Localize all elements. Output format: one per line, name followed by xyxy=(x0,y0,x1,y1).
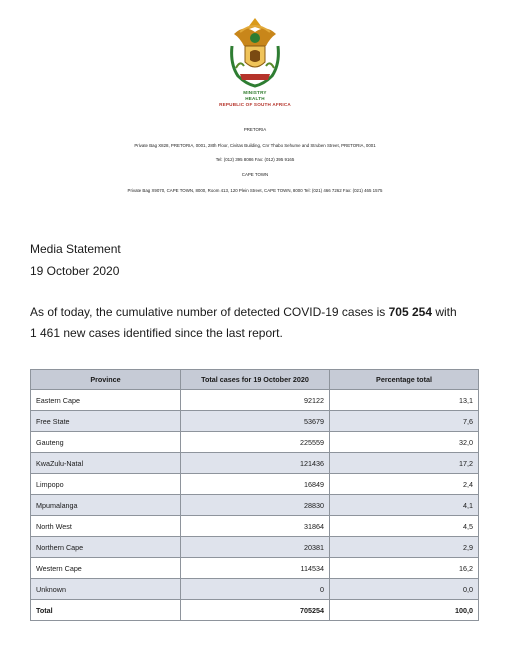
percentage-cell: 0,0 xyxy=(330,579,479,600)
cases-cell: 31864 xyxy=(181,516,330,537)
paragraph-text: As of today, the cumulative number of detected COVID-19 cases is xyxy=(30,305,389,319)
table-row xyxy=(31,537,479,558)
cases-cell: 0 xyxy=(181,579,330,600)
cases-table xyxy=(30,369,479,621)
cases-cell: 28830 xyxy=(181,495,330,516)
province-cell: Western Cape xyxy=(31,558,181,579)
statement-date: 19 October 2020 xyxy=(30,264,120,278)
province-cell: KwaZulu-Natal xyxy=(31,453,181,474)
percentage-cell: 4,1 xyxy=(330,495,479,516)
table-row xyxy=(31,453,479,474)
cases-cell: 114534 xyxy=(181,558,330,579)
column-header-percentage: Percentage total xyxy=(330,370,479,390)
coat-of-arms-icon xyxy=(226,16,284,88)
total-cases: 705254 xyxy=(181,600,330,621)
province-cell: Unknown xyxy=(31,579,181,600)
capetown-address: Private Bag X9070, CAPE TOWN, 8000, Room 413, 120 Plein Street, CAPE TOWN, 8000 Tel: (021) 466 7262 Fax: (021) 465 1575 xyxy=(127,188,383,193)
paragraph-text: with xyxy=(432,305,457,319)
cumulative-cases: 705 254 xyxy=(388,305,433,319)
cases-cell: 121436 xyxy=(181,453,330,474)
total-percentage: 100,0 xyxy=(330,600,479,621)
ministry-line: MINISTRY xyxy=(243,90,267,95)
statement-type: Media Statement xyxy=(30,242,121,256)
cases-cell: 53679 xyxy=(181,411,330,432)
paragraph-text: 1 461 new cases identified since the last report. xyxy=(30,326,283,340)
table-row xyxy=(31,495,479,516)
percentage-cell: 2,9 xyxy=(330,537,479,558)
table-row xyxy=(31,411,479,432)
table-row xyxy=(31,516,479,537)
province-cell: Gauteng xyxy=(31,432,181,453)
province-cell: Eastern Cape xyxy=(31,390,181,411)
column-header-total-cases: Total cases for 19 October 2020 xyxy=(181,370,330,390)
pretoria-label: PRETORIA xyxy=(243,127,267,132)
pretoria-address: Private Bag X828, PRETORIA, 0001, 28th Floor, Civitas Building, Cnr Thabo Sehume and Struben Street, PRETORIA, 0001 xyxy=(134,143,376,148)
ministry-country: REPUBLIC OF SOUTH AFRICA xyxy=(219,102,291,107)
province-cell: North West xyxy=(31,516,181,537)
column-header-province: Province xyxy=(31,370,181,390)
percentage-cell: 2,4 xyxy=(330,474,479,495)
ministry-name xyxy=(0,90,510,108)
province-cell: Limpopo xyxy=(31,474,181,495)
table-header-row xyxy=(31,370,479,390)
province-cell: Northern Cape xyxy=(31,537,181,558)
ministry-department: HEALTH xyxy=(245,96,265,101)
cases-cell: 225559 xyxy=(181,432,330,453)
table-row xyxy=(31,558,479,579)
percentage-cell: 16,2 xyxy=(330,558,479,579)
pretoria-phone: Tel: (012) 395 8086 Fax: (012) 395 9165 xyxy=(215,157,295,162)
percentage-cell: 32,0 xyxy=(330,432,479,453)
total-row xyxy=(31,600,479,621)
table-row xyxy=(31,474,479,495)
province-cell: Free State xyxy=(31,411,181,432)
table-row xyxy=(31,390,479,411)
cases-cell: 16849 xyxy=(181,474,330,495)
cases-cell: 92122 xyxy=(181,390,330,411)
percentage-cell: 17,2 xyxy=(330,453,479,474)
percentage-cell: 13,1 xyxy=(330,390,479,411)
province-cell: Mpumalanga xyxy=(31,495,181,516)
percentage-cell: 7,6 xyxy=(330,411,479,432)
cases-cell: 20381 xyxy=(181,537,330,558)
statement-paragraph xyxy=(30,302,480,344)
percentage-cell: 4,5 xyxy=(330,516,479,537)
table-row xyxy=(31,432,479,453)
table-row xyxy=(31,579,479,600)
total-label: Total xyxy=(31,600,181,621)
capetown-label: CAPE TOWN xyxy=(241,172,269,177)
